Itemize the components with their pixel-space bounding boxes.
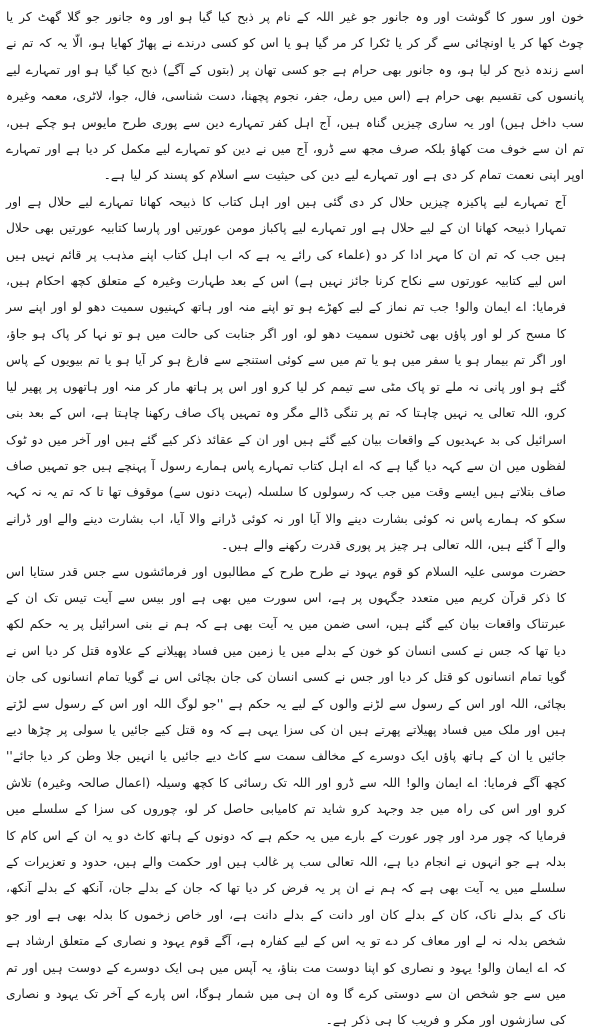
document-page: [6, 4, 584, 1028]
paragraph-3: حضرت موسی علیہ السلام کو قوم یہود نے طرح طرح کے مطالبوں اور فرمائشوں سے جس قدر ستایا اس کا ذکر قرآن کریم میں متعدد جگہوں پر ہے، اس سورت میں بھی ہے اور بیس سے آیت تیس تک ان کے عبرتناک واقعات بیان کیے گئے ہیں، اسی ضمن میں یہ آیت بھی ہے کہ ہم نے بنی اسرائیل پر یہ حکم لکھ دیا تھا کہ جس نے کسی انسان کو خون کے بدلے میں یا زمین میں فساد پھیلانے کے علاوہ قتل کر دیا اس نے گویا تمام انسانوں کو قتل کر دیا اور جس نے کسی انسان کی جان بچائی اس نے گویا تمام انسانوں کی جان بچائی، اللہ اور اس کے رسول سے لڑنے والوں کے لیے یہ حکم ہے ''جو لوگ اللہ اور اس کے رسول سے لڑتے ہیں اور ملک میں فساد پھیلاتے پھرتے ہیں ان کی سزا یہی ہے کہ وہ قتل کیے جائیں یا سولی پر چڑھا دیے جائیں یا ان کے ہاتھ پاؤں ایک دوسرے کے مخالف سمت سے کاٹ دیے جائیں یا انہیں جلا وطن کر دیا جائے'' کچھ آگے فرمایا: اے ایمان والو! اللہ سے ڈرو اور اللہ تک رسائی کا کچھ وسیلہ (اعمال صالحہ وغیرہ) تلاش کرو اور اس کی راہ میں جد وجہد کرو شاید تم کامیابی حاصل کر لو، چوروں کی سزا کے سلسلے میں فرمایا کہ چور مرد اور چور عورت کے بارے میں یہ حکم ہے کہ دونوں کے ہاتھ کاٹ دو یہ ان کے اس کام کا بدلہ ہے جو انہوں نے انجام دیا ہے، اللہ تعالی سب پر غالب ہیں اور حکمت والے ہیں، حدود و تعزیرات کے سلسلے میں یہ آیت بھی ہے کہ ہم نے ان پر یہ فرض کر دیا تھا کہ جان کے بدلے جان، آنکھ کے بدلے آنکھ، ناک کے بدلے ناک، کان کے بدلے کان اور دانت کے بدلے دانت ہے، اور خاص زخموں کا بدلہ بھی ہے اور جو شخص بدلہ نہ لے اور معاف کر دے تو یہ اس کے لیے کفارہ ہے، آگے قوم یہود و نصاری کے متعلق ارشاد ہے کہ اے ایمان والو! یہود و نصاری کو اپنا دوست مت بناؤ، یہ آپس میں ہی ایک دوسرے کے دوست ہیں اور تم میں سے جو شخص ان سے دوستی کرے گا وہ ان ہی میں شمار ہوگا، اس پارے کے آخر تک یہود و نصاری کی سازشوں اور مکر و فریب کا ہی ذکر ہے۔: [6, 564, 566, 1028]
paragraph-1: خون اور سور کا گوشت اور وہ جانور جو غیر اللہ کے نام پر ذبح کیا گیا ہو اور وہ جانور جو گلا گھٹ کر یا چوٹ کھا کر یا اونچائی سے گر کر یا ٹکرا کر مر گیا ہو یا اس کو کسی درندے نے پھاڑ کھایا ہو، الّا یہ کہ تم نے اسے زندہ ذبح کر لیا ہو، وہ جانور بھی حرام ہے جو کسی تھان پر (بتوں کے آگے) ذبح کیا گیا ہو اور تمہارے لیے پانسوں کی تقسیم بھی حرام ہے (اس میں رمل، جفر، نجوم پچھنا، دست شناسی، فال، جوا، لاٹری، معمہ وغیرہ سب داخل ہیں) اور یہ ساری چیزیں گناہ ہیں، آج اہل کفر تمہارے دین سے پوری طرح مایوس ہو چکے ہیں، تم ان سے خوف مت کھاؤ بلکہ صرف مجھ سے ڈرو، آج میں نے دین کو تمہارے لیے مکمل کر دیا ہے اور تمہارے اوپر اپنی نعمت تمام کر دی ہے اور تمہارے لیے دین کی حیثیت سے اسلام کو پسند کر لیا ہے۔: [6, 10, 584, 183]
paragraph-2: آج تمہارے لیے پاکیزہ چیزیں حلال کر دی گئی ہیں اور اہل کتاب کا ذبیحہ کھانا تمہارے لیے حلال ہے اور تمہارا ذبیحہ کھانا ان کے لیے حلال ہے اور تمہارے لیے پاکباز مومن عورتیں اور پارسا کتابیہ عورتیں بھی حلال ہیں جب کہ تم ان کا مہر ادا کر دو (علماء کی رائے یہ ہے کہ اب اہل کتاب اپنے مذہب پر قائم نہیں ہیں اس لیے کتابیہ عورتوں سے نکاح کرنا جائز نہیں ہے) اس کے بعد طہارت وغیرہ کے متعلق کچھ احکام ہیں، فرمایا: اے ایمان والو! جب تم نماز کے لیے کھڑے ہو تو اپنے منہ اور ہاتھ کہنیوں سمیت دھو لو اور اپنے سر کا مسح کر لو اور پاؤں بھی ٹخنوں سمیت دھو لو، اور اگر جنابت کی حالت میں ہو تو نہا کر پاک ہو جاؤ، اور اگر تم بیمار ہو یا سفر میں ہو یا تم میں سے کوئی استنجے سے فارغ ہو کر آیا ہو یا تم بیویوں کے پاس گئے ہو اور پانی نہ ملے تو پاک مٹی سے تیمم کر لیا کرو اور اس پر ہاتھ مار کر منہ اور ہاتھوں پر پھیر لیا کرو، اللہ تعالی یہ نہیں چاہتا کہ تم پر تنگی ڈالے مگر وہ تمہیں پاک صاف رکھنا چاہتا ہے، اس کے بعد بنی اسرائیل کی بد عہدیوں کے واقعات بیان کیے گئے ہیں اور ان کے عقائد ذکر کیے گئے ہیں اور آخر میں دو ٹوک لفظوں میں ان سے کہہ دیا گیا ہے کہ اے اہل کتاب تمہارے پاس ہمارے رسول آ پہنچے ہیں جو تمہیں صاف صاف بتلاتے ہیں ایسے وقت میں جب کہ رسولوں کا سلسلہ (بہت دنوں سے) موقوف تھا تا کہ تم یہ نہ کہہ سکو کہ ہمارے پاس نہ کوئی بشارت دینے والا آیا اور نہ کوئی ڈرانے والا آیا، اب بشارت دینے والے اور ڈرانے والے آ گئے ہیں، اللہ تعالی ہر چیز پر پوری قدرت رکھنے والے ہیں۔: [6, 194, 566, 553]
